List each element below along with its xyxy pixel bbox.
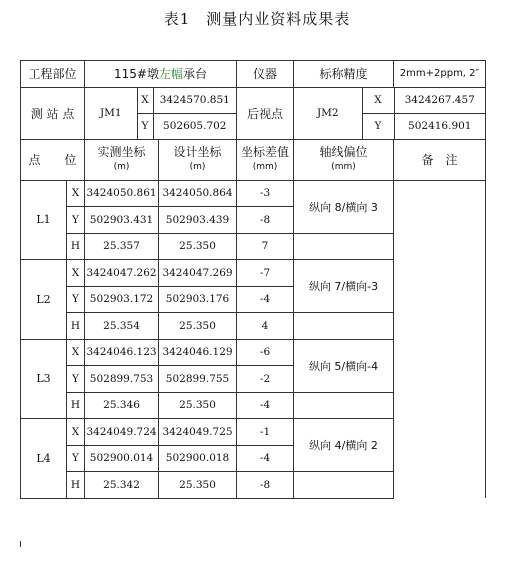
diff-value: -4 xyxy=(237,445,294,472)
axis-label: H xyxy=(67,233,85,260)
project-value-suffix: 承台 xyxy=(183,67,208,82)
diff-value: -2 xyxy=(237,366,294,393)
project-value xyxy=(85,61,237,88)
design-value: 3424046.129 xyxy=(159,339,237,366)
backsight-label: 后视点 xyxy=(237,87,294,139)
design-value: 3424047.269 xyxy=(159,260,237,287)
measured-value: 25.346 xyxy=(85,392,159,419)
offset-value: 纵向 5/横向-4 xyxy=(294,339,394,392)
measured-value: 25.342 xyxy=(85,472,159,499)
point-name: L2 xyxy=(21,260,67,340)
diff-value: -3 xyxy=(237,180,294,207)
diff-value: 4 xyxy=(237,313,294,340)
design-value: 3424050.864 xyxy=(159,180,237,207)
col-design-text: 设计坐标 xyxy=(173,144,222,159)
axis-label: H xyxy=(67,313,85,340)
measured-value: 502900.014 xyxy=(85,445,159,472)
diff-value: -4 xyxy=(237,286,294,313)
col-offset-unit: (mm) xyxy=(331,161,356,172)
measured-value: 3424049.724 xyxy=(85,419,159,446)
page-title: 表1 测量内业资料成果表 xyxy=(163,10,351,28)
col-offset-text: 轴线偏位 xyxy=(319,144,368,159)
measured-value: 25.357 xyxy=(85,233,159,260)
backsight-inner-row-x xyxy=(294,88,485,114)
diff-value: -8 xyxy=(237,207,294,234)
accuracy-label: 标称精度 xyxy=(294,61,394,88)
col-measured-text: 实测坐标 xyxy=(97,144,146,159)
axis-label: X xyxy=(67,180,85,207)
axis-label: H xyxy=(67,392,85,419)
diff-value: -6 xyxy=(237,339,294,366)
station-x-label: X xyxy=(137,88,153,114)
design-value: 502903.176 xyxy=(159,286,237,313)
col-measured xyxy=(85,139,159,180)
axis-label: Y xyxy=(67,286,85,313)
col-design xyxy=(159,139,237,180)
project-value-green: 左幅 xyxy=(158,67,183,82)
col-diff xyxy=(237,139,294,180)
point-name: L4 xyxy=(21,419,67,499)
col-design-unit: (m) xyxy=(189,161,206,172)
table-body xyxy=(21,61,486,499)
backsight-x-label: X xyxy=(362,88,394,114)
point-name: L1 xyxy=(21,180,67,260)
backsight-inner xyxy=(294,88,485,139)
offset-empty xyxy=(294,472,394,499)
offset-empty xyxy=(294,233,394,260)
col-diff-unit: (mm) xyxy=(252,161,278,172)
design-value: 25.350 xyxy=(159,392,237,419)
offset-value: 纵向 8/横向 3 xyxy=(294,180,394,233)
design-value: 502899.755 xyxy=(159,366,237,393)
measured-value: 502899.753 xyxy=(85,366,159,393)
project-value-prefix: 115#墩 xyxy=(114,67,159,82)
results-table xyxy=(20,60,486,499)
design-value: 25.350 xyxy=(159,233,237,260)
measured-value: 3424047.262 xyxy=(85,260,159,287)
backsight-y-value: 502416.901 xyxy=(408,120,472,132)
axis-label: X xyxy=(67,260,85,287)
measured-value: 502903.431 xyxy=(85,207,159,234)
station-block xyxy=(85,87,237,139)
axis-label: H xyxy=(67,472,85,499)
col-measured-unit: (m) xyxy=(113,161,130,172)
station-inner-row-x xyxy=(85,88,236,114)
table-tail-line xyxy=(20,541,21,547)
col-diff-text: 坐标差值 xyxy=(241,144,290,159)
offset-value: 纵向 7/横向-3 xyxy=(294,260,394,313)
point-name: L3 xyxy=(21,339,67,419)
diff-value: 7 xyxy=(237,233,294,260)
remark-cell xyxy=(394,180,486,498)
design-value: 502903.439 xyxy=(159,207,237,234)
axis-label: Y xyxy=(67,445,85,472)
design-value: 3424049.725 xyxy=(159,419,237,446)
offset-empty xyxy=(294,313,394,340)
station-y-label: Y xyxy=(137,113,153,139)
measured-value: 25.354 xyxy=(85,313,159,340)
header-row-1 xyxy=(21,61,486,88)
backsight-x-value: 3424267.457 xyxy=(394,88,485,114)
design-value: 502900.018 xyxy=(159,445,237,472)
accuracy-value: 2mm+2ppm, 2″ xyxy=(394,61,486,88)
col-remark: 备 注 xyxy=(394,139,486,180)
station-inner xyxy=(85,88,236,139)
offset-value: 纵向 4/横向 2 xyxy=(294,419,394,472)
measured-value: 502903.172 xyxy=(85,286,159,313)
station-name: JM1 xyxy=(85,88,137,139)
project-label: 工程部位 xyxy=(21,61,85,88)
design-value: 25.350 xyxy=(159,313,237,340)
diff-value: -7 xyxy=(237,260,294,287)
measured-value: 3424050.861 xyxy=(85,180,159,207)
column-header-row xyxy=(21,139,486,180)
diff-value: -8 xyxy=(237,472,294,499)
axis-label: X xyxy=(67,419,85,446)
measured-value: 3424046.123 xyxy=(85,339,159,366)
instrument-label: 仪器 xyxy=(237,61,294,88)
backsight-name: JM2 xyxy=(294,88,362,139)
col-point: 点 位 xyxy=(21,139,85,180)
axis-label: Y xyxy=(67,366,85,393)
table-row xyxy=(21,180,486,207)
axis-label: Y xyxy=(67,207,85,234)
diff-value: -4 xyxy=(237,392,294,419)
station-label: 测 站 点 xyxy=(21,87,85,139)
offset-empty xyxy=(294,392,394,419)
design-value: 25.350 xyxy=(159,472,237,499)
station-x-value: 3424570.851 xyxy=(153,88,236,114)
axis-label: X xyxy=(67,339,85,366)
backsight-block xyxy=(294,87,486,139)
col-offset xyxy=(294,139,394,180)
backsight-y-label: Y xyxy=(362,113,394,139)
station-y-value: 502605.702 xyxy=(163,120,227,132)
diff-value: -1 xyxy=(237,419,294,446)
